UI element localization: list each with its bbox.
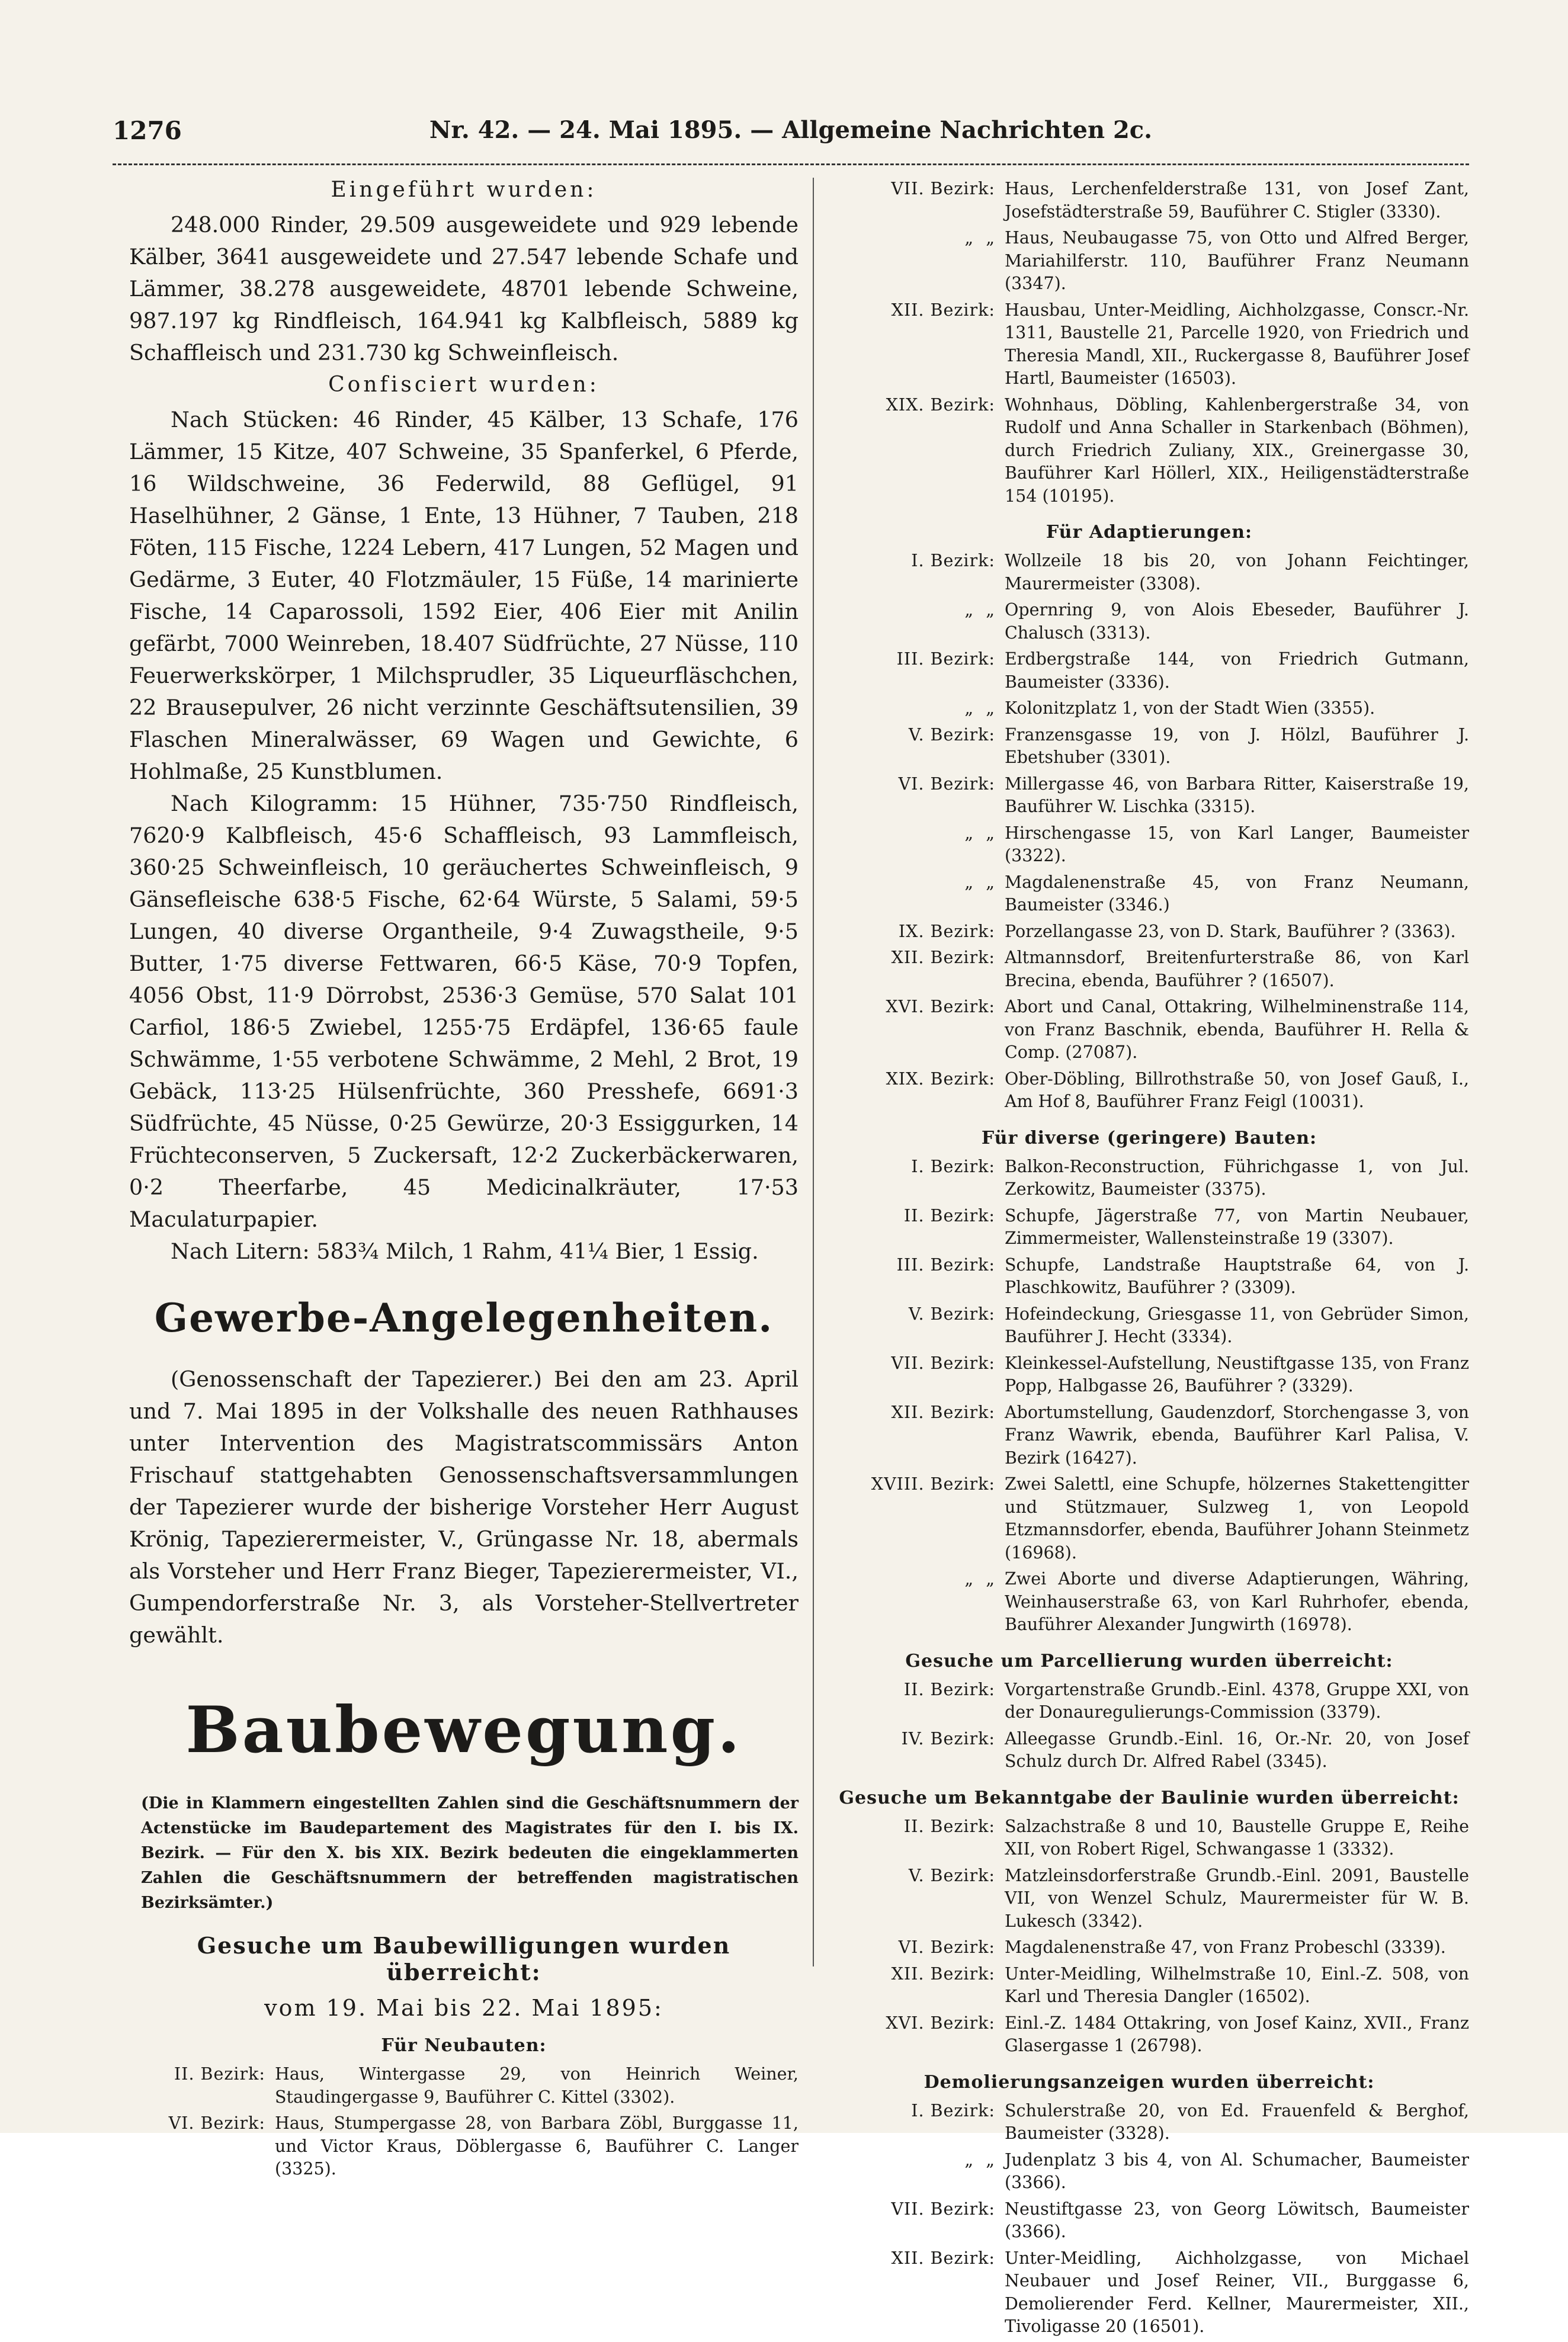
entry-text: Ober-Döbling, Billrothstraße 50, von Josef Gauß, I., Am Hof 8, Bauführer Franz Feigl (10031). xyxy=(1005,1069,1469,1111)
district-label: VI. Bezirk: xyxy=(168,2113,265,2133)
list-item xyxy=(829,1815,1469,1861)
entry-text: Einl.-Z. 1484 Ottakring, von Josef Kainz, XVII., Franz Glasergasse 1 (26798). xyxy=(1005,2013,1469,2055)
list-item xyxy=(829,697,1469,720)
district-label: „ „ xyxy=(964,1569,995,1589)
entry-text: Hausbau, Unter-Meidling, Aichholzgasse, Conscr.-Nr. 1311, Baustelle 21, Parcelle 1920, von Friedrich und Theresia Mandl, XII., Ruckergasse 8, Bauführer Josef Hartl, Baumeister (16503). xyxy=(1005,300,1469,388)
entry-text: Altmannsdorf, Breitenfurterstraße 86, von Karl Brecina, ebenda, Bauführer ? (16507). xyxy=(1005,948,1469,990)
district-label: II. Bezirk: xyxy=(903,1816,995,1836)
entry-text: Schulerstraße 20, von Ed. Frauenfeld & Berghof, Baumeister (3328). xyxy=(1005,2100,1469,2143)
list-item xyxy=(829,1352,1469,1398)
list-item xyxy=(829,1679,1469,1724)
gewerbe-title: Gewerbe-Angelegenheiten. xyxy=(154,1295,774,1341)
list-item xyxy=(829,996,1469,1064)
entry-text: Abort und Canal, Ottakring, Wilhelminenstraße 114, von Franz Baschnik, ebenda, Bauführer H. Rella & Comp. (27087). xyxy=(1005,997,1469,1062)
new-builds-heading: Für Neubauten: xyxy=(381,2035,547,2056)
district-label: I. Bezirk: xyxy=(911,1156,995,1176)
entry-text: Salzachstraße 8 und 10, Baustelle Gruppe E, Reihe XII, von Robert Rigel, Schwangasse 1 (3332). xyxy=(1005,1816,1469,1859)
running-title: Nr. 42. — 24. Mai 1895. — Allgemeine Nachrichten 2c. xyxy=(429,116,1153,144)
entry-text: Kolonitzplatz 1, von der Stadt Wien (3355). xyxy=(1005,698,1375,718)
list-item xyxy=(829,1401,1469,1470)
entry-text: Zwei Aborte und diverse Adaptierungen, Währing, Weinhauserstraße 63, von Karl Ruhrhofer, ebenda, Bauführer Alexander Jungwirth (16978). xyxy=(1005,1569,1469,1634)
list-item xyxy=(829,227,1469,296)
introduced-text: 248.000 Rinder, 29.509 ausgeweidete und 929 lebende Kälber, 3641 ausgeweidete und 27.547 lebende Schafe und Lämmer, 38.278 ausgeweidete, 48701 lebende Schweine, 987.197 kg Rindfleisch, 164.941 kg Kalbfleisch, 5889 kg Schaffleisch und 231.730 kg Schweinfleisch. xyxy=(129,212,799,365)
list-item xyxy=(829,2012,1469,2058)
entry-text: Magdalenenstraße 45, von Franz Neumann, Baumeister (3346.) xyxy=(1005,872,1469,915)
district-label: II. Bezirk: xyxy=(903,1205,995,1225)
demolition-heading: Demolierungsanzeigen wurden überreicht: xyxy=(924,2071,1375,2093)
list-item xyxy=(829,394,1469,508)
entry-text: Porzellangasse 23, von D. Stark, Bauführer ? (3363). xyxy=(1005,921,1456,941)
entry-text: Abortumstellung, Gaudenzdorf, Storchengasse 3, von Franz Wawrik, ebenda, Bauführer Karl Palisa, V. Bezirk (16427). xyxy=(1005,1402,1469,1468)
district-label: XII. Bezirk: xyxy=(891,300,995,320)
list-item xyxy=(829,724,1469,769)
list-item xyxy=(829,2100,1469,2145)
district-label: XVI. Bezirk: xyxy=(886,2013,995,2033)
entry-text: Haus, Wintergasse 29, von Heinrich Weiner, Staudingergasse 9, Bauführer C. Kittel (3302). xyxy=(275,2064,799,2107)
district-label: V. Bezirk: xyxy=(908,1304,995,1324)
list-item xyxy=(829,1205,1469,1250)
list-item xyxy=(829,1068,1469,1114)
entry-text: Haus, Stumpergasse 28, von Barbara Zöbl, Burggasse 11, und Victor Kraus, Döblergasse 6, Bauführer C. Langer (3325). xyxy=(275,2113,799,2179)
list-item xyxy=(829,1865,1469,1933)
entry-text: Kleinkessel-Aufstellung, Neustiftgasse 135, von Franz Popp, Halbgasse 26, Bauführer ? (3329). xyxy=(1005,1353,1469,1395)
district-label: III. Bezirk: xyxy=(896,649,995,669)
district-label: XII. Bezirk: xyxy=(891,2248,995,2268)
list-item xyxy=(829,550,1469,595)
entry-text: Haus, Lerchenfelderstraße 131, von Josef Zant, Josefstädterstraße 59, Bauführer C. Stigler (3330). xyxy=(1005,179,1469,222)
date-range: vom 19. Mai bis 22. Mai 1895: xyxy=(264,1995,663,2021)
baubewegung-note: (Die in Klammern eingestellten Zahlen sind die Geschäftsnummern der Actenstücke im Baudepartement des Magistrates für den I. bis IX. Bezirk. — Für den X. bis XIX. Bezirk bedeuten die eingeklammerten Zahlen die Geschäftsnummern der betreffenden magistratischen Bezirksämter.) xyxy=(141,1794,799,1912)
list-item xyxy=(829,648,1469,694)
list-item xyxy=(829,1303,1469,1349)
list-item xyxy=(829,822,1469,868)
district-label: XII. Bezirk: xyxy=(891,1402,995,1422)
entry-text: Wohnhaus, Döbling, Kahlenbergerstraße 34, von Rudolf und Anna Schaller in Starkenbach (Böhmen), durch Friedrich Zuliany, XIX., Greinergasse 30, Bauführer Karl Höllerl, XIX., Heiligenstädterstraße 154 (10195). xyxy=(1005,394,1469,506)
header-rule xyxy=(113,163,1469,165)
column-divider xyxy=(813,178,814,1966)
district-label: III. Bezirk: xyxy=(896,1255,995,1275)
list-item xyxy=(829,773,1469,819)
list-item xyxy=(829,2198,1469,2244)
district-label: IX. Bezirk: xyxy=(898,921,995,941)
introduced-heading: Eingeführt wurden: xyxy=(331,178,597,202)
entry-text: Franzensgasse 19, von J. Hölzl, Bauführer J. Ebetshuber (3301). xyxy=(1005,724,1469,767)
confiscated-by-kilogram: Nach Kilogramm: 15 Hühner, 735·750 Rindfleisch, 7620·9 Kalbfleisch, 45·6 Schaffleisch, 93 Lammfleisch, 360·25 Schweinfleisch, 10 geräuchertes Schweinfleisch, 9 Gänsefleische 638·5 Fische, 62·64 Würste, 5 Salami, 59·5 Lungen, 40 diverse Organtheile, 9·4 Zuwagstheile, 9·5 Butter, 1·75 diverse Fettwaren, 66·5 Käse, 70·9 Topfen, 4056 Obst, 11·9 Dörrobst, 2536·3 Gemüse, 570 Salat 101 Carfiol, 186·5 Zwiebel, 1255·75 Erdäpfel, 136·65 faule Schwämme, 1·55 verbotene Schwämme, 2 Mehl, 2 Brot, 19 Gebäck, 113·25 Hülsenfrüchte, 360 Presshefe, 6691·3 Südfrüchte, 45 Nüsse, 0·25 Gewürze, 20·3 Essiggurken, 14 Früchteconserven, 5 Zuckersaft, 12·2 Zuckerbäckerwaren, 0·2 Theerfarbe, 45 Medicinalkräuter, 17·53 Maculaturpapier. xyxy=(129,791,799,1232)
district-label: „ „ xyxy=(964,2149,995,2170)
entry-text: Hirschengasse 15, von Karl Langer, Baumeister (3322). xyxy=(1005,823,1469,865)
district-label: VI. Bezirk: xyxy=(898,774,995,794)
district-label: VI. Bezirk: xyxy=(898,1937,995,1957)
list-item xyxy=(829,1473,1469,1564)
entry-text: Magdalenenstraße 47, von Franz Probeschl (3339). xyxy=(1005,1937,1446,1957)
entry-text: Alleegasse Grundb.-Einl. 16, Or.-Nr. 20, von Josef Schulz durch Dr. Alfred Rabel (3345). xyxy=(1005,1728,1469,1771)
list-item xyxy=(829,1728,1469,1773)
entry-text: Hofeindeckung, Griesgasse 11, von Gebrüder Simon, Bauführer J. Hecht (3334). xyxy=(1005,1304,1469,1346)
baulinie-heading: Gesuche um Bekanntgabe der Baulinie wurden überreicht: xyxy=(839,1787,1460,1808)
list-item xyxy=(129,2112,799,2181)
district-label: VII. Bezirk: xyxy=(891,179,995,198)
entry-text: Millergasse 46, von Barbara Ritter, Kaiserstraße 19, Bauführer W. Lischka (3315). xyxy=(1005,774,1469,816)
district-label: XII. Bezirk: xyxy=(891,1964,995,1984)
list-item xyxy=(829,1568,1469,1637)
entry-text: Zwei Salettl, eine Schupfe, hölzernes Stakettengitter und Stützmauer, Sulzweg 1, von Leopold Etzmannsdorfer, ebenda, Bauführer Johann Steinmetz (16968). xyxy=(1005,1474,1469,1563)
district-label: VII. Bezirk: xyxy=(891,1353,995,1373)
district-label: „ „ xyxy=(964,698,995,718)
entry-text: Schupfe, Jägerstraße 77, von Martin Neubauer, Zimmermeister, Wallensteinstraße 19 (3307). xyxy=(1005,1205,1469,1248)
entry-text: Judenplatz 3 bis 4, von Al. Schumacher, Baumeister (3366). xyxy=(1005,2149,1469,2192)
entry-text: Neustiftgasse 23, von Georg Löwitsch, Baumeister (3366). xyxy=(1005,2199,1469,2241)
list-item xyxy=(829,178,1469,223)
adaptations-heading: Für Adaptierungen: xyxy=(1046,522,1253,543)
entry-text: Wollzeile 18 bis 20, von Johann Feichtinger, Maurermeister (3308). xyxy=(1005,551,1469,593)
list-item xyxy=(829,2247,1469,2338)
list-item xyxy=(829,2149,1469,2195)
district-label: I. Bezirk: xyxy=(911,551,995,570)
list-item xyxy=(829,599,1469,644)
district-label: II. Bezirk: xyxy=(903,1679,995,1699)
confiscated-by-liter: Nach Litern: 583¾ Milch, 1 Rahm, 41¼ Bier, 1 Essig. xyxy=(171,1239,759,1264)
list-item xyxy=(829,1936,1469,1959)
confiscated-by-piece: Nach Stücken: 46 Rinder, 45 Kälber, 13 Schafe, 176 Lämmer, 15 Kitze, 407 Schweine, 35 Spanferkel, 6 Pferde, 16 Wildschweine, 36 Federwild, 88 Geflügel, 91 Haselhühner, 2 Gänse, 1 Ente, 13 Hühner, 7 Tauben, 218 Föten, 115 Fische, 1224 Lebern, 417 Lungen, 52 Magen und Gedärme, 3 Euter, 40 Flotzmäuler, 15 Füße, 14 marinierte Fische, 14 Caparossoli, 1592 Eier, 406 Eier mit Anilin gefärbt, 7000 Weinreben, 18.407 Südfrüchte, 27 Nüsse, 110 Feuerwerkskörper, 1 Milchsprudler, 35 Liqueurfläschchen, 22 Brausepulver, 26 nicht verzinnte Geschäftsutensilien, 39 Flaschen Mineralwässer, 69 Wagen und Gewichte, 6 Hohlmaße, 25 Kunstblumen. xyxy=(129,407,799,784)
district-label: XII. Bezirk: xyxy=(891,948,995,967)
entry-text: Vorgartenstraße Grundb.-Einl. 4378, Gruppe XXI, von der Donauregulierungs-Commission (3379). xyxy=(1005,1679,1469,1722)
list-item xyxy=(829,947,1469,992)
district-label: XIX. Bezirk: xyxy=(886,1069,995,1089)
district-label: II. Bezirk: xyxy=(174,2064,265,2084)
page-number: 1276 xyxy=(113,116,182,145)
confiscated-heading: Confisciert wurden: xyxy=(328,373,599,397)
district-label: VII. Bezirk: xyxy=(891,2199,995,2219)
list-item xyxy=(829,1254,1469,1300)
district-label: „ „ xyxy=(964,600,995,620)
diverse-heading: Für diverse (geringere) Bauten: xyxy=(981,1127,1317,1148)
baubewegung-title: Baubewegung. xyxy=(185,1693,742,1767)
entry-text: Erdbergstraße 144, von Friedrich Gutmann, Baumeister (3336). xyxy=(1005,649,1469,692)
list-item xyxy=(829,1963,1469,2009)
entry-text: Unter-Meidling, Wilhelmstraße 10, Einl.-Z. 508, von Karl und Theresia Dangler (16502). xyxy=(1005,1964,1469,2006)
entry-text: Unter-Meidling, Aichholzgasse, von Michael Neubauer und Josef Reiner, VII., Burggasse 6, Demolierender Ferd. Kellner, Maurermeister, XII., Tivoligasse 20 (16501). xyxy=(1005,2248,1469,2336)
district-label: „ „ xyxy=(964,228,995,248)
district-label: IV. Bezirk: xyxy=(901,1728,995,1749)
district-label: I. Bezirk: xyxy=(911,2100,995,2120)
entry-text: Balkon-Reconstruction, Führichgasse 1, von Jul. Zerkowitz, Baumeister (3375). xyxy=(1005,1156,1469,1199)
district-label: XVIII. Bezirk: xyxy=(871,1474,995,1494)
right-column xyxy=(829,178,1469,2342)
page-header xyxy=(113,116,1469,152)
permits-heading: Gesuche um Baubewilligungen wurden überreicht: xyxy=(197,1932,731,1985)
entry-text: Haus, Neubaugasse 75, von Otto und Alfred Berger, Mariahilferstr. 110, Bauführer Franz Neumann (3347). xyxy=(1005,228,1469,293)
list-item xyxy=(829,1156,1469,1201)
list-item xyxy=(829,871,1469,917)
list-item xyxy=(829,299,1469,390)
district-label: V. Bezirk: xyxy=(908,724,995,745)
list-item xyxy=(129,2063,799,2109)
district-label: „ „ xyxy=(964,872,995,892)
entry-text: Schupfe, Landstraße Hauptstraße 64, von J. Plaschkowitz, Bauführer ? (3309). xyxy=(1005,1255,1469,1297)
list-item xyxy=(829,920,1469,944)
gewerbe-text: (Genossenschaft der Tapezierer.) Bei den am 23. April und 7. Mai 1895 in der Volkshalle des neuen Rathhauses unter Intervention des Magistratscommissärs Anton Frischauf stattgehabten Genossenschaftsversammlungen der Tapezierer wurde der bisherige Vorsteher Herr August Krönig, Tapezierermeister, V., Grüngasse Nr. 18, abermals als Vorsteher und Herr Franz Bieger, Tapezierermeister, VI., Gumpendorferstraße Nr. 3, als Vorsteher-Stellvertreter gewählt. xyxy=(129,1366,799,1648)
entry-text: Matzleinsdorferstraße Grundb.-Einl. 2091, Baustelle VII, von Wenzel Schulz, Maurermeister für W. B. Lukesch (3342). xyxy=(1005,1865,1469,1931)
district-label: „ „ xyxy=(964,823,995,843)
district-label: V. Bezirk: xyxy=(908,1865,995,1885)
district-label: XVI. Bezirk: xyxy=(886,997,995,1016)
left-column xyxy=(129,178,799,2184)
district-label: XIX. Bezirk: xyxy=(886,394,995,415)
entry-text: Opernring 9, von Alois Ebeseder, Bauführer J. Chalusch (3313). xyxy=(1005,600,1469,643)
parcel-heading: Gesuche um Parcellierung wurden überreicht: xyxy=(905,1650,1393,1672)
